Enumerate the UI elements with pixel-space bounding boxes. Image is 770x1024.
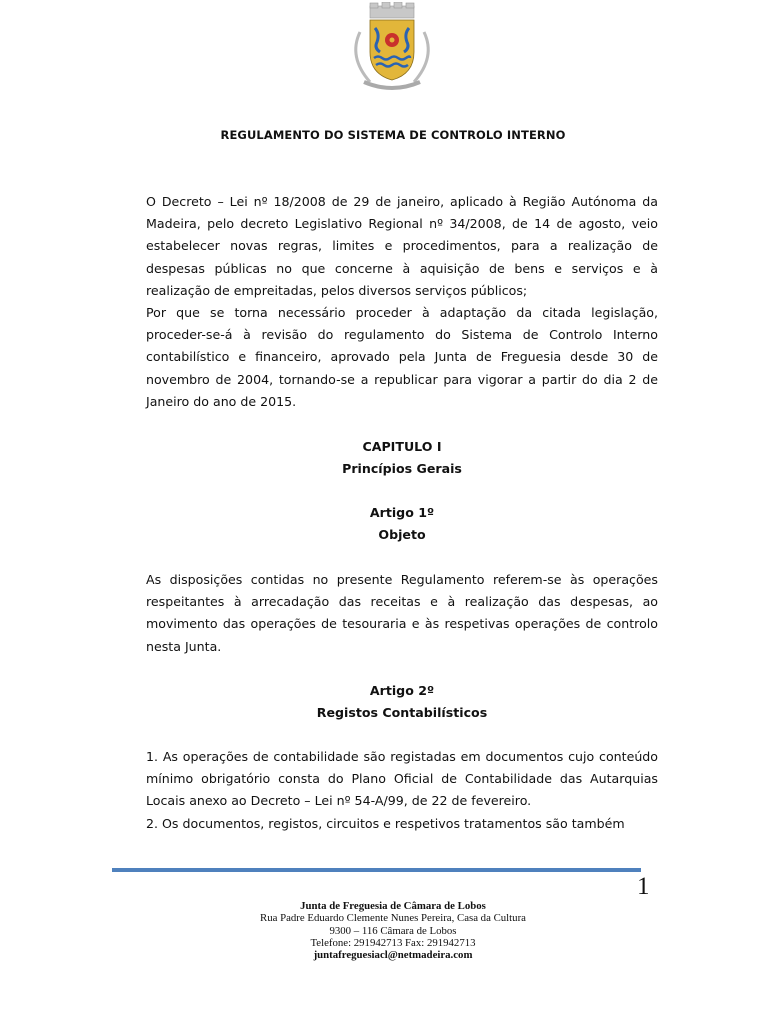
footer-postal: 9300 – 116 Câmara de Lobos	[329, 924, 457, 937]
footer-email: juntafreguesiacl@netmadeira.com	[313, 949, 473, 962]
article-2-item-1: 1. As operações de contabilidade são registadas em documentos cujo conteúdo mínimo obrigatório consta do Plano Oficial de Contabilidade das Autarquias Locais anexo ao Decreto – Lei nº 54-A/99, de 22 de fevereiro.	[146, 749, 658, 809]
footer	[0, 900, 770, 961]
article-1-text: As disposições contidas no presente Regulamento referem-se às operações respeitantes à arrecadação das receitas e à realização das despesas, ao movimento das operações de tesouraria e às respetivas operações de controlo nesta Junta.	[146, 572, 658, 654]
chapter-number: CAPITULO I	[362, 439, 442, 454]
coat-of-arms-icon	[340, 2, 444, 94]
page-number: 1	[637, 873, 650, 900]
footer-address: Rua Padre Eduardo Clemente Nunes Pereira, Casa da Cultura	[260, 912, 526, 925]
article-1-title: Objeto	[378, 527, 426, 542]
article-2-body	[146, 746, 658, 835]
document-title: REGULAMENTO DO SISTEMA DE CONTROLO INTERNO	[220, 128, 566, 142]
footer-phone: Telefone: 291942713 Fax: 291942713	[310, 936, 476, 949]
chapter-title: Princípios Gerais	[342, 461, 462, 476]
article-2-number: Artigo 2º	[369, 683, 435, 698]
intro-paragraph-1: O Decreto – Lei nº 18/2008 de 29 de janeiro, aplicado à Região Autónoma da Madeira, pelo decreto Legislativo Regional nº 34/2008, de 14 de agosto, veio estabelecer novas regras, limites e procedimentos, para a realização de despesas públicas no que concerne à aquisição de bens e serviços e à realização de empreitadas, pelos diversos serviços públicos;	[146, 194, 658, 298]
article-1-number: Artigo 1º	[369, 505, 435, 520]
article-2-title: Registos Contabilísticos	[316, 705, 488, 720]
footer-divider	[112, 868, 641, 872]
article-1-body	[146, 569, 658, 658]
intro-section	[146, 191, 658, 413]
footer-org-name: Junta de Freguesia de Câmara de Lobos	[300, 900, 486, 912]
intro-paragraph-2: Por que se torna necessário proceder à adaptação da citada legislação, proceder-se-á à revisão do regulamento do Sistema de Controlo Interno contabilístico e financeiro, aprovado pela Junta de Freguesia desde 30 de novembro de 2004, tornando-se a republicar para vigorar a partir do dia 2 de Janeiro do ano de 2015.	[146, 305, 658, 409]
article-2-item-2: 2. Os documentos, registos, circuitos e respetivos tratamentos são também	[146, 815, 625, 831]
